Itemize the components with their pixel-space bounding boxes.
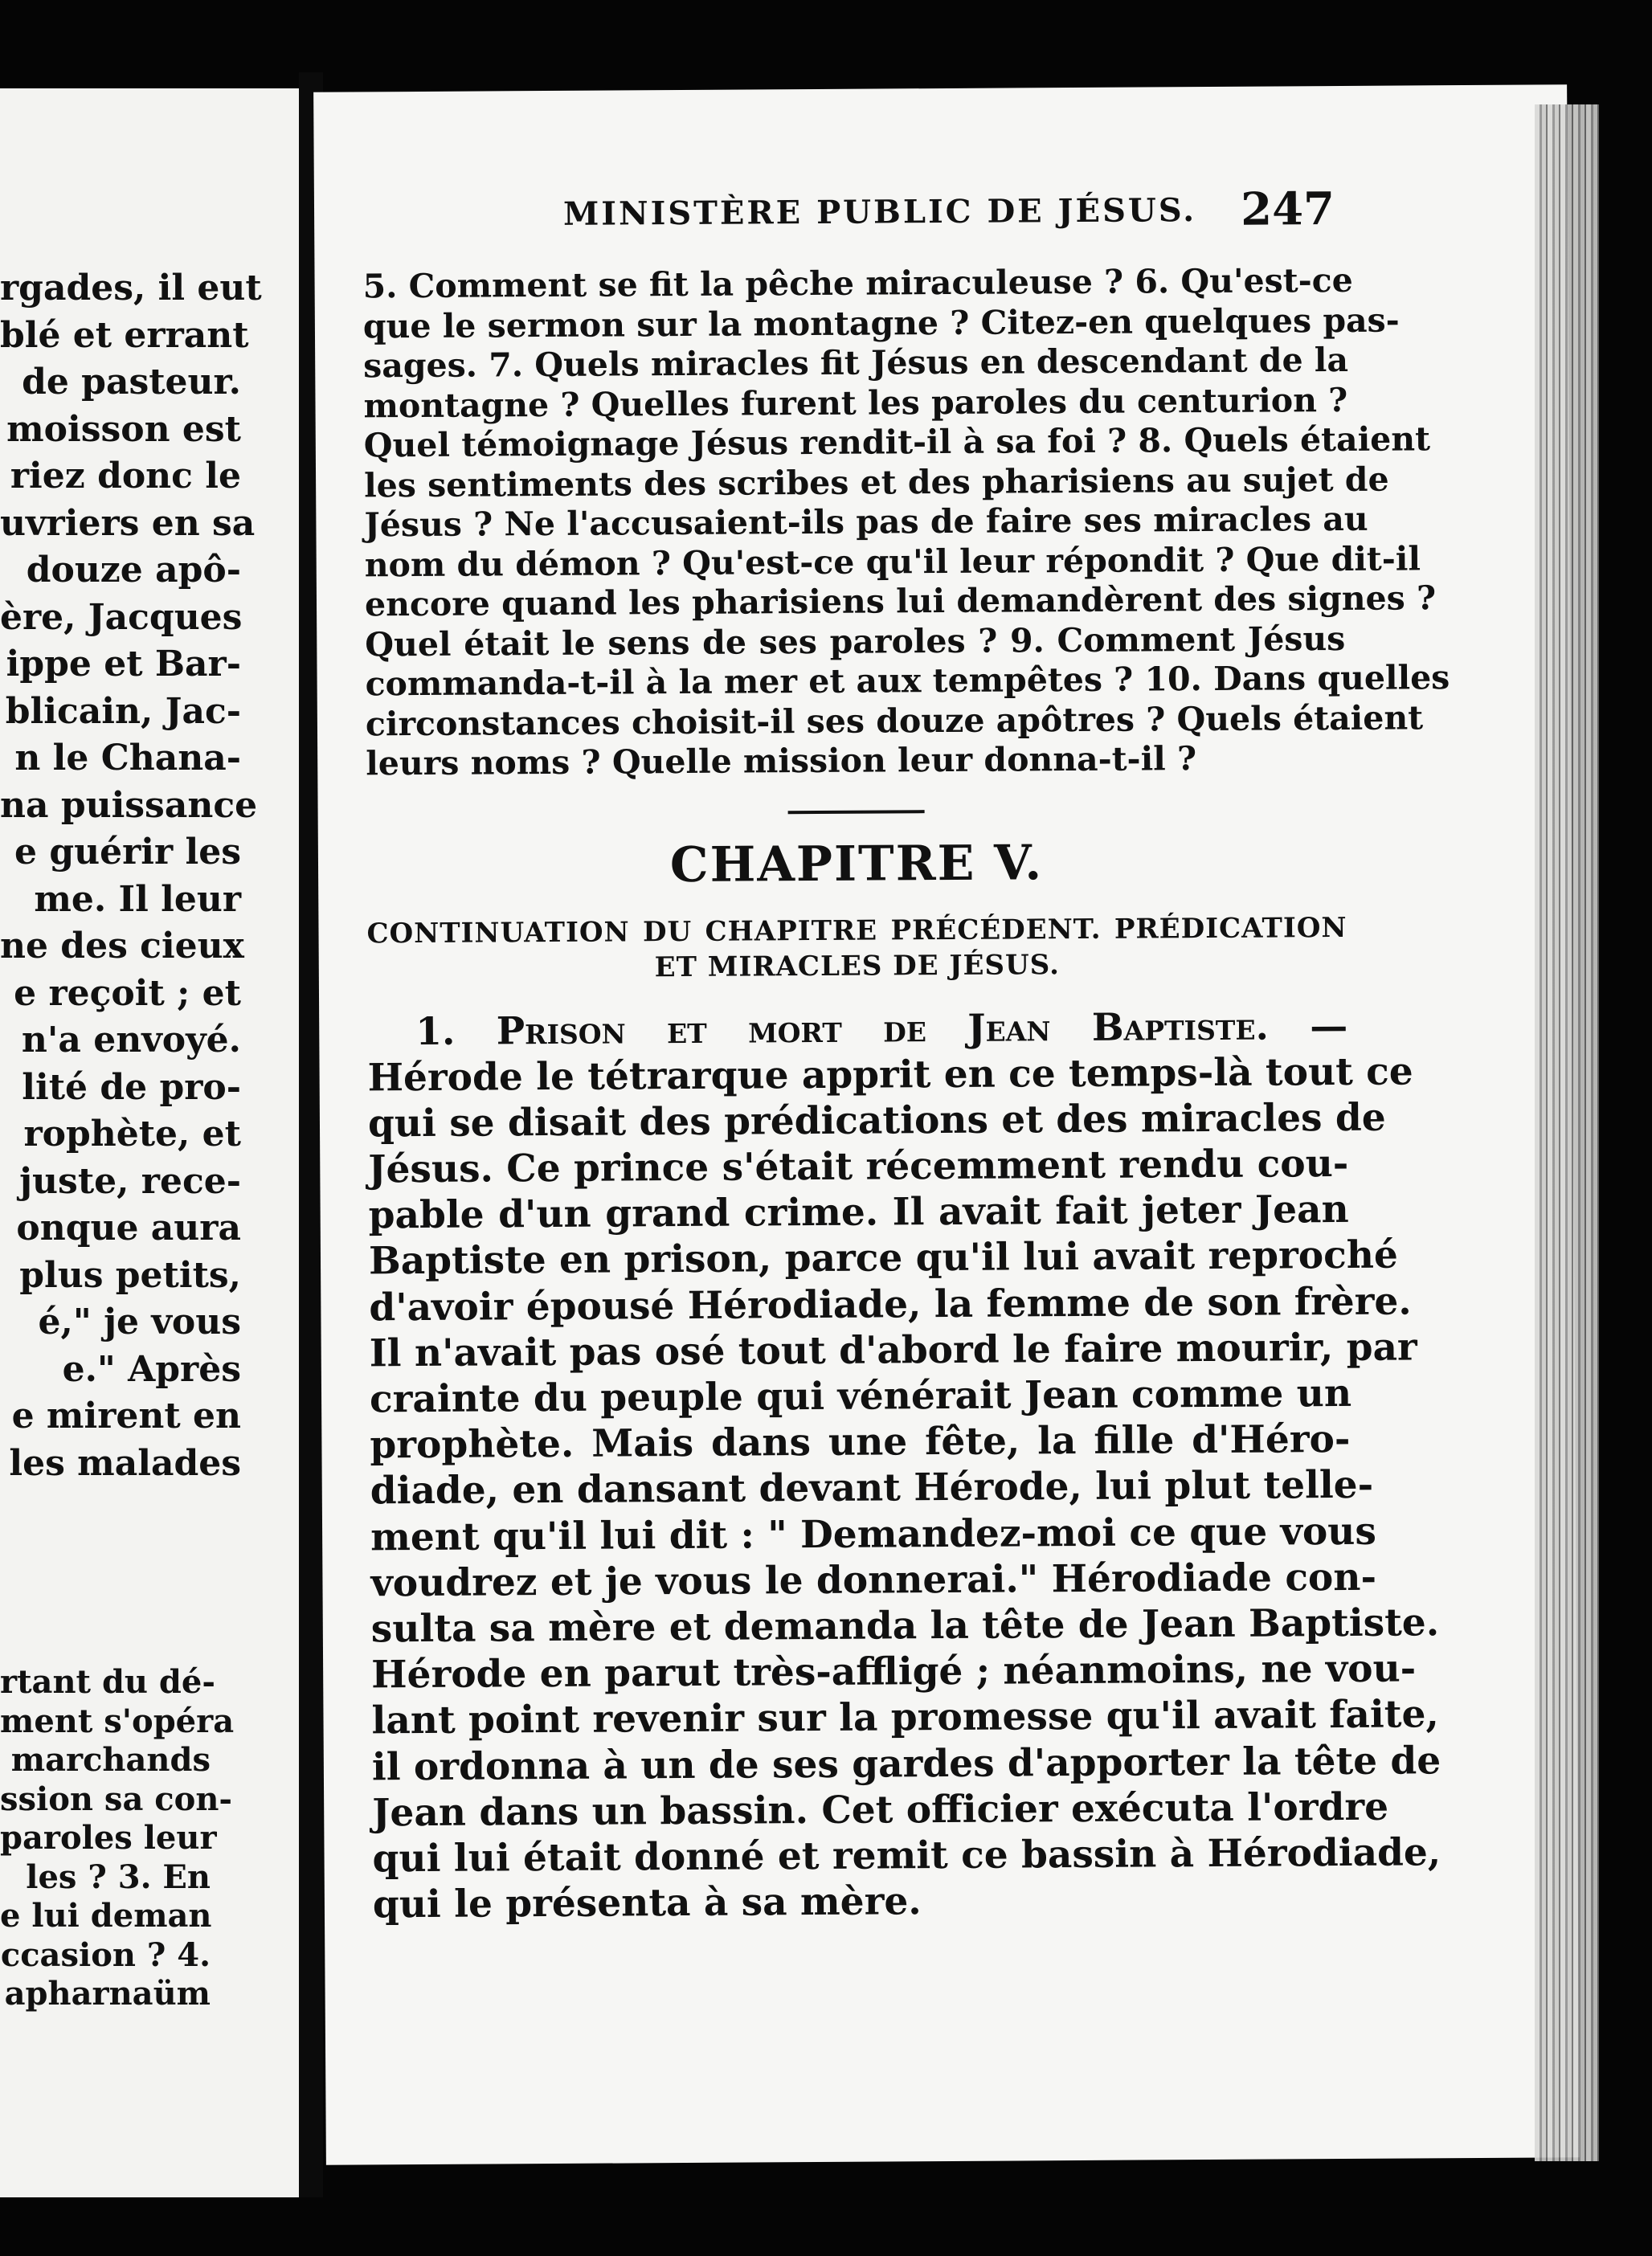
section-body [367,1003,1441,1927]
left-page-line: e mirent en [11,1396,241,1437]
question-line: montagne ? Quelles furent les paroles du centurion ? [363,380,1348,425]
left-page-line: apharnaüm [4,1975,211,2013]
review-questions [362,260,1450,784]
left-page-line: ssion sa con- [0,1780,233,1818]
question-line: commanda-t-il à la mer et aux tempêtes ? 10. Dans quelles [365,658,1450,704]
question-line: nom du démon ? Qu'est-ce qu'il leur répondit ? Que dit-il [364,538,1421,584]
body-line: qui lui était donné et remit ce bassin à Hérodiade, [372,1830,1441,1882]
left-page-questions-text [0,1663,235,2014]
left-page-line: blé et errant [0,314,249,356]
question-line: encore quand les pharisiens lui demandèrent des signes ? [364,578,1437,624]
body-line: il ordonna à un de ses gardes d'apporter la tête de [371,1738,1441,1789]
section-heading: 1. Prison et mort de Jean Baptiste. — [415,1003,1348,1054]
body-line: sulta sa mère et demanda la tête de Jean Baptiste. [370,1600,1440,1652]
left-page-line: rophète, et [23,1114,241,1155]
left-page-line: na puissance [0,784,258,826]
question-line: circonstances choisit-il ses douze apôtres ? Quels étaient [365,697,1424,743]
body-line: voudrez et je vous le donnerai." Hérodiade con- [370,1555,1377,1606]
left-facing-page [0,88,304,2209]
running-header [362,182,1343,252]
left-page-line: lité de pro- [22,1066,241,1108]
body-line: prophète. Mais dans une fête, la fille d'Héro- [370,1417,1351,1468]
chapter-subtitle-line: CONTINUATION DU CHAPITRE PRÉCÉDENT. PRÉDICATION [366,911,1347,950]
body-line: diade, en dansant devant Hérode, lui plut telle- [370,1463,1374,1514]
body-line: Jean dans un bassin. Cet officier exécuta l'ordre [372,1784,1389,1836]
page-stack-edge [1535,104,1599,2161]
question-line: sages. 7. Quels miracles fit Jésus en descendant de la [363,340,1349,386]
left-page-line: blicain, Jac- [5,690,241,732]
divider-rule [788,810,925,814]
body-line: pable d'un grand crime. Il avait fait jeter Jean [368,1187,1349,1238]
left-page-text [0,265,262,1487]
question-line: que le sermon sur la montagne ? Citez-en quelques pas- [362,300,1400,345]
left-page-line: rgades, il eut [0,268,262,309]
question-line: leurs noms ? Quelle mission leur donna-t-il ? [366,739,1197,783]
left-page-line: moisson est [6,408,241,450]
left-page-line: e lui deman [0,1897,212,1935]
left-page-line: é," je vous [38,1302,241,1343]
left-page-line: e guérir les [14,832,241,873]
chapter-subtitle-line: ET MIRACLES DE JÉSUS. [654,948,1060,983]
left-page-line: paroles leur [0,1819,217,1857]
left-page-line: ccasion ? 4. [0,1935,211,1974]
page-content [362,182,1450,1928]
body-line: crainte du peuple qui vénérait Jean comme un [369,1371,1352,1422]
left-page-line: e reçoit ; et [14,972,241,1014]
question-line: Quel était le sens de ses paroles ? 9. Comment Jésus [365,619,1346,664]
left-page-line: marchands [10,1741,211,1779]
body-line: Il n'avait pas osé tout d'abord le faire mourir, par [369,1325,1417,1376]
question-line: Quel témoignage Jésus rendit-il à sa foi ? 8. Quels étaient [363,419,1431,465]
scan-border [0,2197,1652,2256]
left-page-line: n'a envoyé. [21,1020,241,1061]
left-page-line: ne des cieux [0,926,244,967]
question-line: les sentiments des scribes et des pharisiens au sujet de [363,460,1389,505]
left-page-line: douze apô- [26,550,241,591]
left-page-line: rtant du dé- [0,1663,215,1701]
left-page-line: onque aura [16,1208,241,1249]
body-line: qui se disait des prédications et des miracles de [367,1095,1386,1146]
left-page-line: les malades [9,1442,241,1484]
body-line: Jésus. Ce prince s'était récemment rendu cou- [368,1142,1349,1192]
body-line: Hérode en parut très-affligé ; néanmoins, ne vou- [371,1646,1417,1698]
question-line: Jésus ? Ne l'accusaient-ils pas de faire ses miracles au [364,499,1368,545]
body-line: ment qu'il lui dit : " Demandez-moi ce que vous [370,1509,1377,1559]
left-page-line: plus petits, [19,1254,241,1296]
right-page [313,84,1580,2164]
body-line: lant point revenir sur la promesse qu'il avait faite, [371,1692,1439,1743]
left-page-line: ment s'opéra [0,1702,235,1740]
body-line: d'avoir épousé Hérodiade, la femme de son frère. [369,1279,1412,1330]
page-number: 247 [1240,182,1335,236]
left-page-line: n le Chana- [14,738,241,779]
left-page-line: juste, rece- [19,1160,241,1202]
left-page-line: les ? 3. En [26,1858,211,1896]
left-page-line: riez donc le [10,456,241,497]
running-title: MINISTÈRE PUBLIC DE JÉSUS. [562,191,1197,233]
left-page-line: me. Il leur [34,878,241,920]
chapter-title: CHAPITRE V. [669,834,1044,893]
question-line: 5. Comment se fit la pêche miraculeuse ? 6. Qu'est-ce [362,260,1353,306]
body-line: Hérode le tétrarque apprit en ce temps-là tout ce [367,1049,1413,1101]
body-line: Baptiste en prison, parce qu'il lui avait reproché [368,1233,1399,1284]
left-page-line: ère, Jacques [0,596,243,638]
left-page-line: e." Après [62,1348,241,1390]
left-page-line: ippe et Bar- [6,644,241,685]
left-page-line: uvriers en sa [0,502,256,544]
body-line: qui le présenta à sa mère. [372,1879,922,1927]
chapter-subtitle [366,909,1347,986]
left-page-line: de pasteur. [22,362,241,403]
